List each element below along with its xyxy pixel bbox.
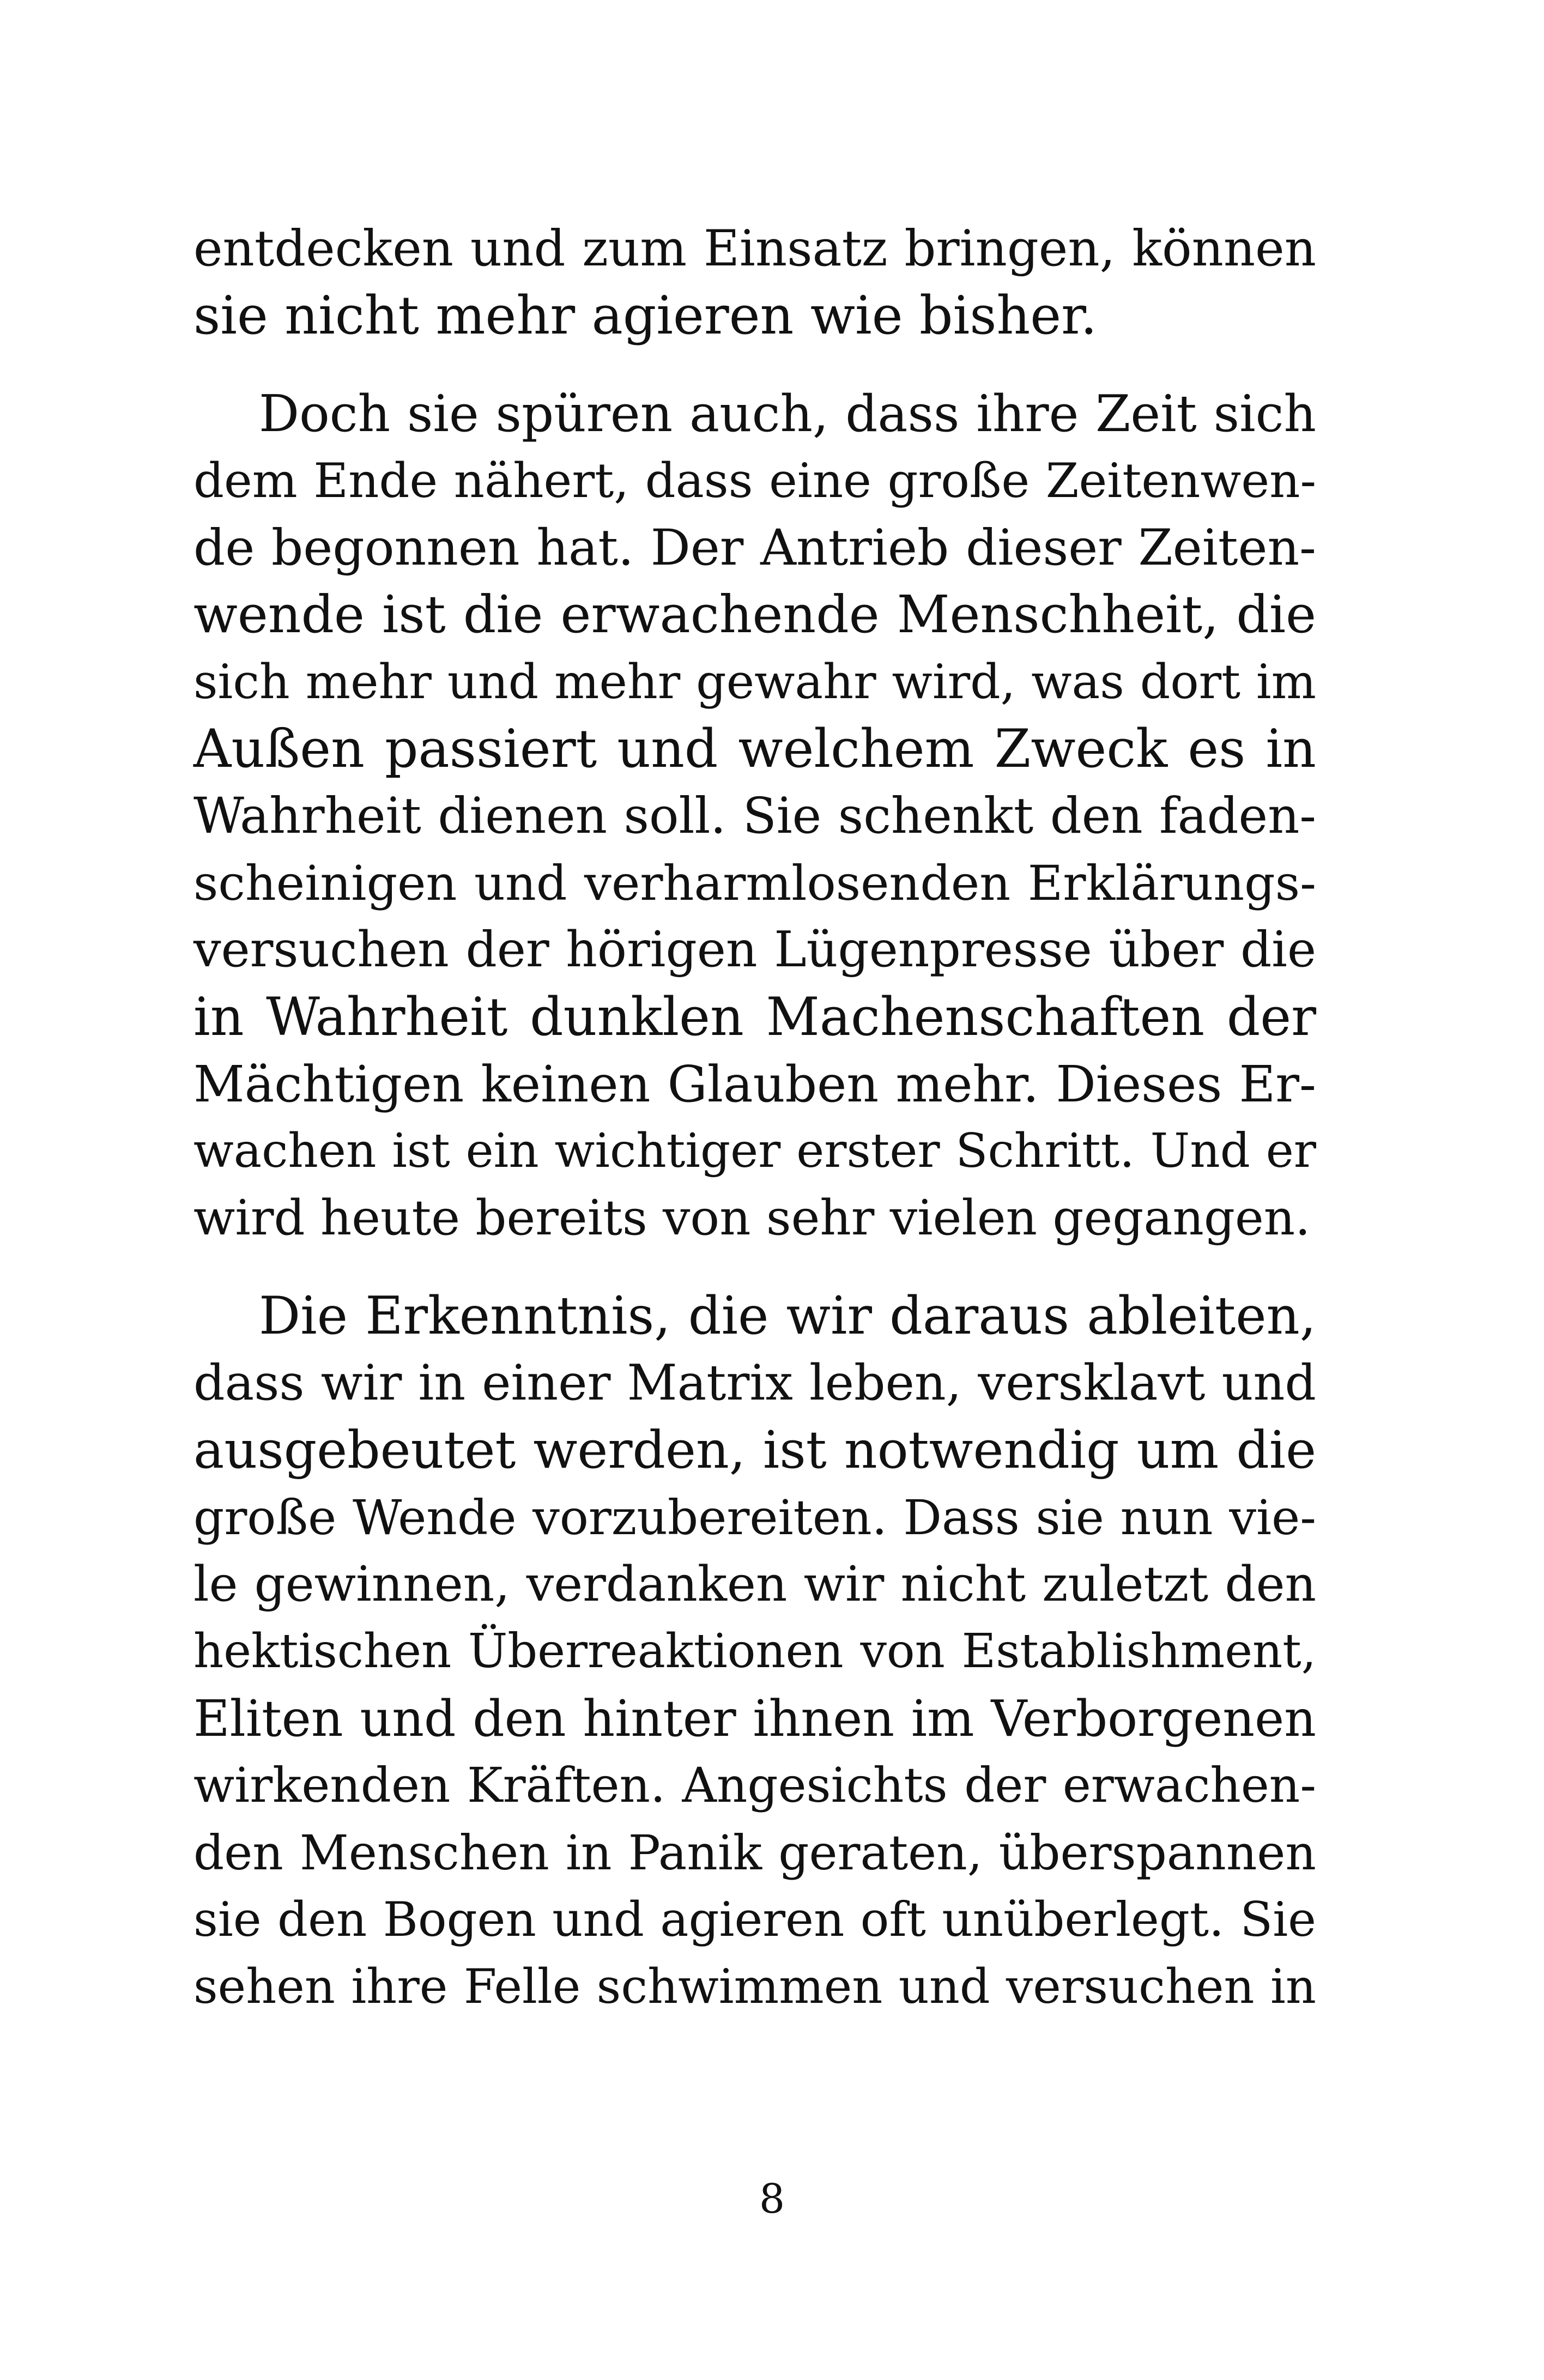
text-line: entdecken und zum Einsatz bringen, können [193, 220, 1316, 277]
text-line: scheinigen und verharmlosenden Erklärungs- [193, 855, 1316, 911]
text-line: in Wahrheit dunklen Machenschaften der [193, 986, 1316, 1047]
text-line: Außen passiert und welchem Zweck es in [193, 718, 1316, 779]
text-line: sie nicht mehr agieren wie bisher. [193, 285, 1097, 346]
text-line: Die Erkenntnis, die wir daraus ableiten, [259, 1286, 1316, 1346]
text-line: Eliten und den hinter ihnen im Verborgenen [193, 1689, 1316, 1748]
page-number: 8 [759, 2176, 785, 2222]
paragraph-2 [193, 380, 1316, 1252]
text-line: große Wende vorzubereiten. Dass sie nun vie- [193, 1489, 1316, 1546]
paragraph-3 [193, 1283, 1316, 2020]
text-line: wende ist die erwachende Menschheit, die [193, 585, 1316, 645]
text-line: wirkenden Kräften. Angesichts der erwachen- [193, 1758, 1316, 1813]
text-line: Doch sie spüren auch, dass ihre Zeit sich [259, 384, 1316, 443]
page-body [193, 215, 1316, 2020]
text-line: ausgebeutet werden, ist notwendig um die [193, 1420, 1316, 1480]
text-line: sich mehr und mehr gewahr wird, was dort im [193, 655, 1316, 710]
text-line: hektischen Überreaktionen von Establishment, [193, 1624, 1316, 1679]
text-line: de begonnen hat. Der Antrieb dieser Zeiten- [193, 519, 1316, 577]
text-line: Wahrheit dienen soll. Sie schenkt den faden- [193, 788, 1316, 845]
text-line: den Menschen in Panik geraten, überspannen [193, 1825, 1316, 1881]
text-line: sehen ihre Felle schwimmen und versuchen in [193, 1959, 1316, 2014]
text-line: versuchen der hörigen Lügenpresse über die [193, 922, 1316, 978]
paragraph-1 [193, 215, 1316, 349]
text-line: wird heute bereits von sehr vielen gegangen. [193, 1190, 1311, 1246]
text-line: dem Ende nähert, dass eine große Zeitenwen- [193, 453, 1316, 508]
text-line: Mächtigen keinen Glauben mehr. Dieses Er- [193, 1055, 1316, 1113]
text-line: le gewinnen, verdanken wir nicht zuletzt den [193, 1556, 1316, 1613]
text-line: dass wir in einer Matrix leben, versklavt und [193, 1355, 1316, 1412]
text-line: wachen ist ein wichtiger erster Schritt. Und er [193, 1124, 1316, 1178]
text-line: sie den Bogen und agieren oft unüberlegt. Sie [193, 1892, 1316, 1947]
